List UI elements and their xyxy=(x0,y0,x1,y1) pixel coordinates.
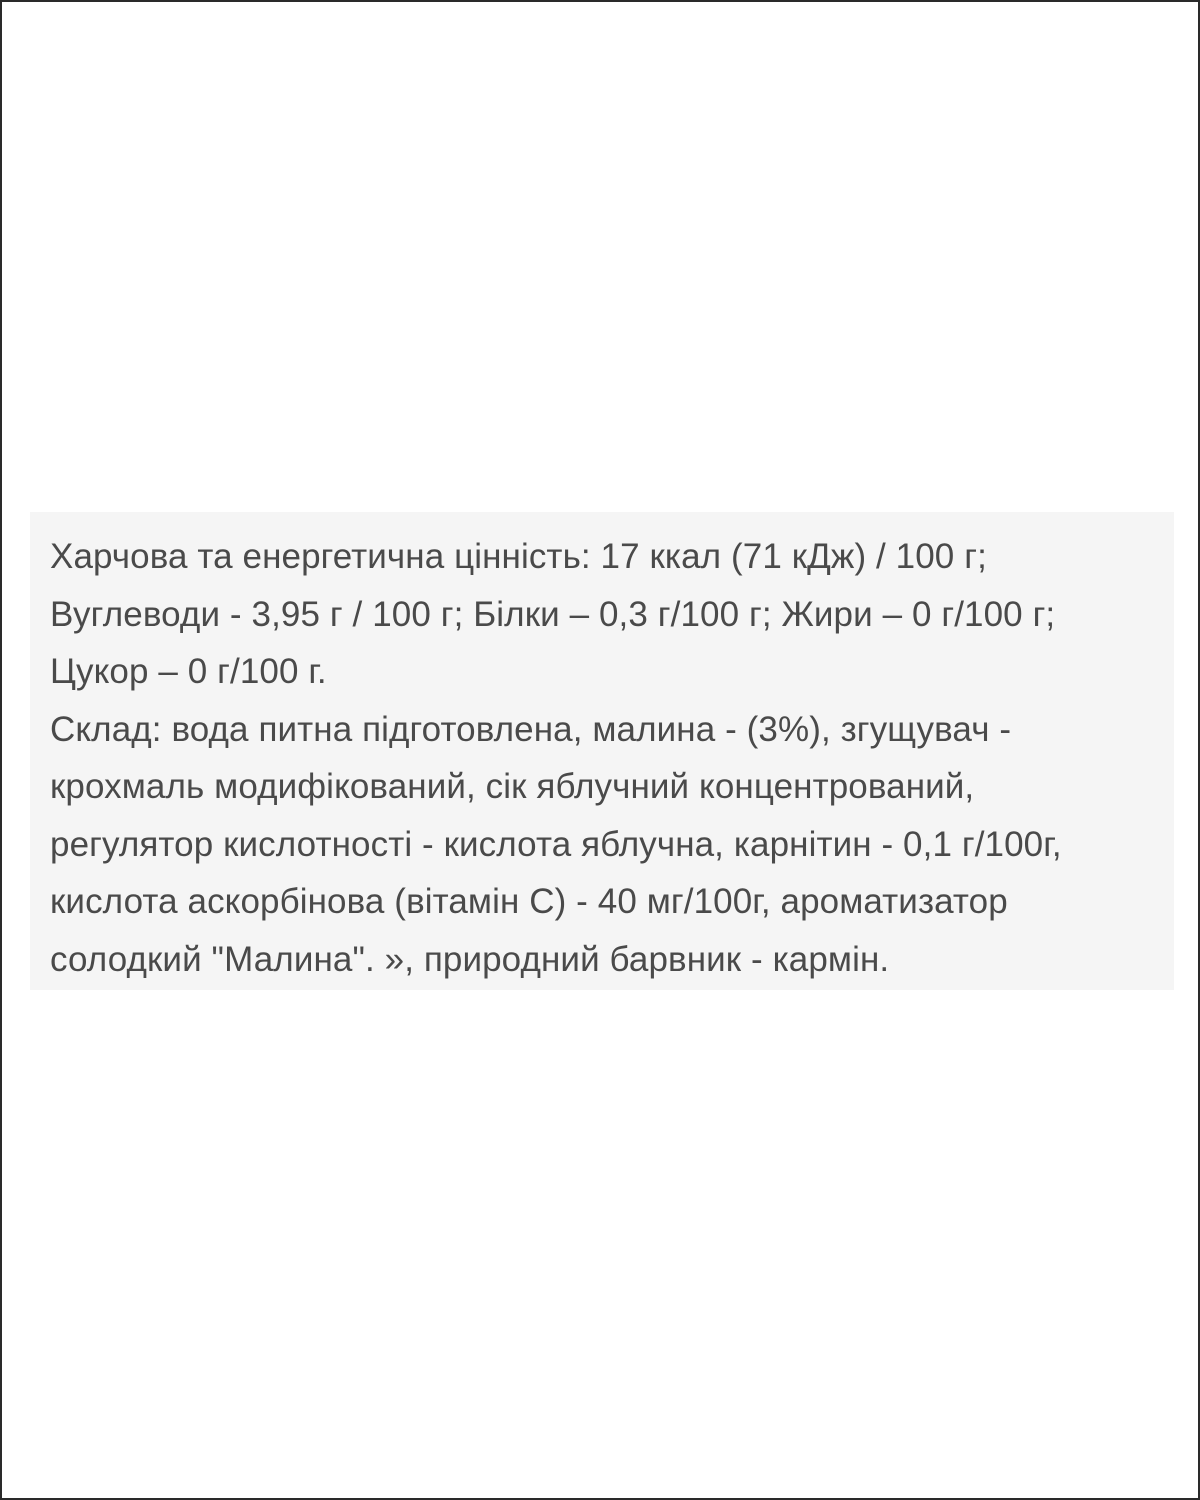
product-info-box xyxy=(30,512,1174,990)
nutrition-facts xyxy=(50,528,1154,701)
ingredients-line: кислота аскорбінова (вітамін С) - 40 мг/100г, ароматизатор xyxy=(50,882,1008,921)
ingredients-line: Склад: вода питна підготовлена, малина - (3%), згущувач - xyxy=(50,709,1012,749)
nutrition-line: Харчова та енергетична цінність: 17 ккал (71 кДж) / 100 г; xyxy=(50,537,987,576)
ingredients-line: солодкий "Малина". », природний барвник - кармін. xyxy=(50,939,890,979)
nutrition-line: Вуглеводи - 3,95 г / 100 г; Білки – 0,3 г/100 г; Жири – 0 г/100 г; xyxy=(50,594,1056,634)
nutrition-line: Цукор – 0 г/100 г. xyxy=(50,652,327,691)
ingredients-line: регулятор кислотності - кислота яблучна, карнітин - 0,1 г/100г, xyxy=(50,824,1062,864)
ingredients-line: крохмаль модифікований, сік яблучний концентрований, xyxy=(50,767,975,806)
ingredients-list xyxy=(50,701,1154,989)
